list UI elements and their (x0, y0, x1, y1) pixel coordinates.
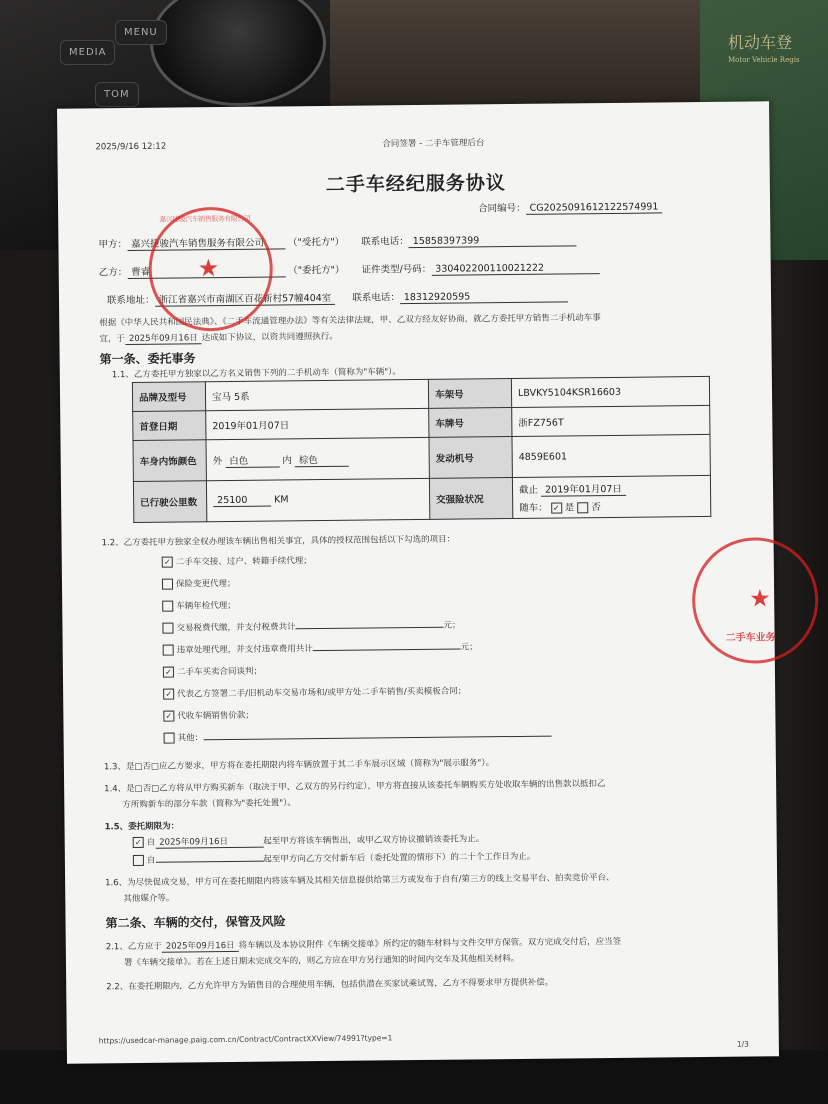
seal-text: 二手车业务 (725, 632, 776, 644)
party-b-phone-label: 联系电话： (352, 292, 400, 304)
color-label: 车身内饰颜色 (133, 440, 206, 482)
document-title: 二手车经纪服务协议 (325, 172, 506, 196)
option-list-item (163, 709, 254, 722)
option-checkbox[interactable] (163, 645, 174, 656)
insurance-until-date: 2019年01月07日 (541, 481, 626, 497)
no-label: 否 (591, 502, 601, 514)
media-button: MEDIA (60, 40, 115, 65)
term-1-date: 2025年09月16日 (155, 835, 263, 849)
plate-value: 浙FZ756T (512, 405, 710, 436)
color-value (206, 437, 429, 480)
booklet-title: 机动车登 (728, 33, 793, 52)
option-label: 代表乙方签署二手/旧机动车交易市场和/或甲方处二手车销售/买卖模板合同； (177, 686, 467, 700)
violation-amount-blank[interactable] (313, 649, 461, 652)
clause-1-6-line-1: 1.6、为尽快促成交易，甲方可在委托期限内将该车辆及其相关信息提供给第三方或发布于自有/第三方的线上交易平台、拍卖竞价平台、 (105, 872, 615, 889)
preamble-line-2 (99, 330, 337, 345)
option-list-item (162, 554, 312, 568)
section-1-title: 第一条、委托事务 (99, 351, 196, 367)
clause-2-1-date: 2025年09月16日 (162, 939, 239, 953)
yes-label: 是 (564, 502, 575, 514)
party-a-phone: 15858397399 (409, 234, 577, 248)
clause-2-1-line-1 (106, 935, 621, 953)
leather-seat (330, 0, 710, 110)
page-number: 1/3 (736, 1039, 749, 1049)
address-label: 联系地址： (106, 294, 155, 307)
option-checkbox[interactable] (162, 623, 173, 634)
no-checkbox[interactable] (577, 502, 588, 513)
term-1-from: 自 (146, 837, 156, 848)
option-suffix: 元； (443, 620, 461, 631)
reg-date-value: 2019年01月07日 (206, 408, 429, 439)
term-2-date-blank[interactable] (155, 861, 263, 863)
term-row-2 (133, 850, 536, 866)
brand-label: 品牌及型号 (132, 382, 205, 412)
menu-button: MENU (115, 20, 167, 45)
preamble-line-1: 根据《中华人民共和国民法典》、《二手车流通管理办法》等有关法律法规，甲、乙双方经友好协商，就乙方委托甲方销售二手机动车事 (99, 313, 601, 329)
mileage-value (206, 478, 429, 521)
clause-1-3: 1.3、是□否□应乙方要求，甲方将在委托期限内将车辆放置于其二手车展示区域（简称为"展示服务"）。 (103, 758, 495, 773)
option-checkbox[interactable]: ✓ (163, 667, 174, 678)
tax-amount-blank[interactable] (295, 627, 443, 630)
mileage-label: 已行驶公里数 (133, 481, 206, 523)
clause-2-1-prefix: 2.1、乙方应于 (105, 941, 162, 953)
option-list-item (163, 665, 262, 678)
interior-color: 棕色 (295, 451, 349, 467)
option-list-item (162, 577, 236, 590)
vin-label: 车架号 (428, 379, 511, 409)
preamble-suffix: 达成如下协议，以资共同遵照执行。 (201, 331, 338, 344)
option-list-item (162, 599, 236, 612)
clause-1-5: 1.5、委托期限为： (104, 821, 180, 833)
seal-text: 嘉兴捷骏汽车销售服务有限公司 (159, 214, 251, 224)
party-a-role: （"受托方"） (287, 236, 345, 249)
party-a-phone-label: 联系电话： (361, 236, 409, 248)
party-b-id-label: 证件类型/号码： (361, 263, 432, 276)
mileage-unit: KM (274, 494, 289, 506)
contract-number-label: 合同编号： (478, 202, 526, 215)
seal-star-icon: ★ (749, 584, 771, 613)
clause-1-1: 1.1、乙方委托甲方独家以乙方名义销售下列的二手机动车（简称为"车辆"）。 (111, 367, 401, 381)
with-car-label: 随车： (519, 502, 548, 514)
option-label: 交易税费代缴，并支付税费共计 (176, 622, 296, 634)
party-b-name: 曹睿 (127, 262, 285, 279)
option-checkbox[interactable] (164, 733, 175, 744)
control-knob (150, 0, 326, 106)
term-row-1 (133, 832, 485, 849)
table-row (133, 434, 710, 481)
brand-value: 宝马 5系 (205, 379, 428, 410)
engine-label: 发动机号 (429, 437, 512, 479)
print-datetime: 2025/9/16 12:12 (95, 141, 167, 153)
term-2-checkbox[interactable] (133, 855, 144, 866)
vin-value: LBVKY5104KSR16603 (511, 376, 709, 407)
business-seal (692, 537, 819, 664)
option-label: 代收车辆销售价款； (177, 710, 254, 722)
plate-label: 车牌号 (429, 408, 512, 438)
clause-2-1-line-2: 署《车辆交接单》。若在上述日期未完成交车的，则乙方应在甲方另行通知的时间内交车及其他相关材料。 (123, 953, 520, 969)
seal-star-icon: ★ (197, 254, 220, 283)
option-label: 其他： (177, 733, 204, 744)
option-checkbox[interactable] (162, 601, 173, 612)
footer-url: https://usedcar-manage.paig.com.cn/Contract/ContractXXView/74991?type=1 (98, 1033, 393, 1046)
clause-1-6-line-2: 其他媒介等。 (123, 893, 175, 905)
zoom-button: TOM (95, 82, 139, 107)
contract-number: CG2025091612122574991 (526, 201, 663, 214)
term-1-text: 起至甲方将该车辆售出，或甲乙双方协议撤销该委托为止。 (263, 834, 485, 847)
section-2-title: 第二条、车辆的交付，保管及风险 (105, 914, 286, 931)
yes-checkbox[interactable]: ✓ (551, 502, 562, 513)
option-label: 车辆年检代理； (176, 600, 236, 612)
clause-2-2: 2.2、在委托期限内，乙方允许甲方为销售目的合理使用车辆，包括供潜在买家试乘试驾，乙方不得要求甲方提供补偿。 (106, 977, 554, 993)
clause-1-4-line-2: 方所购新车的部分车款（简称为"委托处置"）。 (122, 798, 296, 811)
term-2-text: 起至甲方向乙方交付新车后（委托处置的情形下）的二十个工作日为止。 (263, 851, 536, 865)
contract-paper (57, 101, 779, 1063)
option-checkbox[interactable]: ✓ (163, 711, 174, 722)
option-suffix: 元； (460, 642, 478, 653)
option-label: 二手车买卖合同谈判； (176, 666, 262, 678)
reg-date-label: 首登日期 (133, 411, 206, 441)
clause-1-2: 1.2、乙方委托甲方独家全权办理该车辆出售相关事宜，具体的授权范围包括以下勾选的项目： (101, 534, 456, 549)
vehicle-table (132, 376, 711, 523)
other-blank[interactable] (203, 736, 551, 741)
table-row (133, 475, 710, 522)
option-checkbox[interactable] (162, 579, 173, 590)
party-a-name: 嘉兴捷骏汽车销售服务有限公司 (127, 234, 285, 251)
option-checkbox[interactable]: ✓ (163, 689, 174, 700)
option-list-item (163, 640, 478, 655)
insurance-value (512, 475, 710, 518)
company-seal (148, 207, 273, 332)
interior-label: 内 (282, 454, 292, 466)
option-list-item (164, 728, 552, 744)
insurance-label: 交强险状况 (429, 478, 512, 520)
option-list-item (163, 685, 466, 700)
option-label: 保险变更代理； (175, 578, 236, 590)
option-label: 违章处理代理，并支付违章费用共计 (176, 644, 313, 656)
booklet-subtitle: Motor Vehicle Regis (728, 56, 800, 64)
party-b-label: 乙方： (98, 267, 128, 279)
exterior-label: 外 (212, 455, 223, 467)
option-label: 二手车交接、过户、转籍手续代理； (175, 556, 312, 568)
option-checkbox[interactable]: ✓ (162, 557, 173, 568)
engine-value: 4859E601 (512, 434, 710, 477)
party-b-role: （"委托方"） (288, 264, 345, 277)
party-a-label: 甲方： (98, 239, 128, 251)
address: 浙江省嘉兴市南湖区百花新村57幢404室 (154, 290, 335, 307)
party-b-id: 330402200110021222 (431, 262, 599, 276)
option-list-item (162, 619, 460, 634)
term-1-checkbox[interactable]: ✓ (133, 837, 144, 848)
mileage-number: 25100 (213, 495, 271, 508)
insurance-until-label: 截止 (518, 484, 539, 496)
exterior-color: 白色 (225, 452, 279, 468)
system-title: 合同签署 - 二手车管理后台 (382, 138, 485, 150)
party-b-phone: 18312920595 (400, 290, 568, 304)
preamble-date: 2025年09月16日 (125, 331, 202, 345)
contract-number-row (478, 198, 663, 215)
clause-2-1-text: 将车辆以及本协议附件《车辆交接单》所约定的随车材料与文件交甲方保管。双方完成交付后，应当签 (238, 936, 622, 951)
preamble-prefix: 宜，于 (99, 334, 126, 345)
clause-1-4-line-1: 1.4、是□否□乙方将从甲方购买新车（取决于甲、乙双方的另行约定），甲方将直接从该委托车辆购买方处收取车辆的出售款以抵扣乙 (104, 779, 606, 795)
term-2-from: 自 (146, 855, 156, 866)
